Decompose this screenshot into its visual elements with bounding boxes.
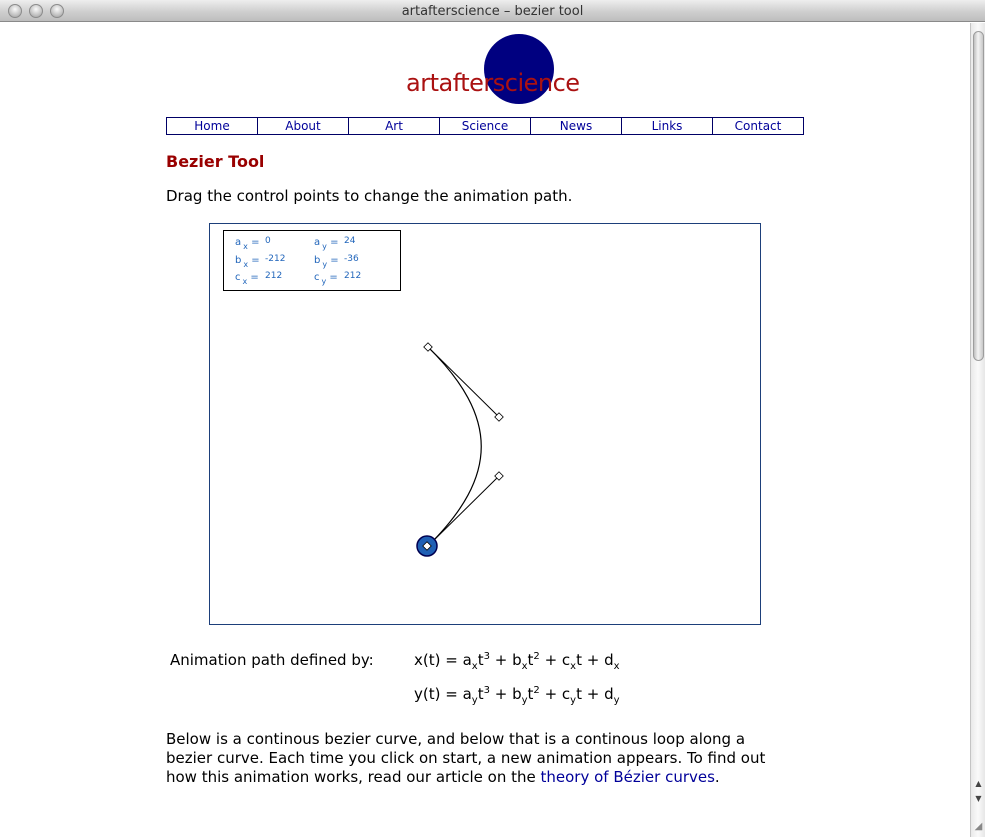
coef-cy-label: c $_y$ = — [314, 272, 338, 286]
nav-home[interactable]: Home — [167, 118, 258, 134]
scroll-up-arrow-icon[interactable]: ▲ — [975, 779, 982, 788]
nav-about[interactable]: About — [258, 118, 349, 134]
coef-bx-value: -212 — [265, 254, 286, 264]
coef-bx-label: b $_x$ = — [235, 255, 260, 269]
equation-x: $x(t) = a_xt^3 + b_xt^2 + c_xt + d_x$ — [414, 651, 620, 672]
main-nav — [166, 117, 804, 135]
bezier-stage[interactable] — [209, 223, 761, 625]
resize-grip-icon[interactable]: ◢ — [974, 821, 983, 832]
logo-text[interactable]: artafterscience — [406, 69, 580, 97]
theory-link[interactable]: theory of Bézier curves — [540, 768, 715, 786]
vertical-scrollbar[interactable] — [970, 23, 985, 837]
bezier-curve — [428, 347, 481, 546]
scroll-down-arrow-icon[interactable]: ▼ — [975, 794, 982, 803]
window-title: artafterscience – bezier tool — [401, 4, 584, 19]
coef-cx-value: 212 — [265, 271, 283, 281]
page-title: Bezier Tool — [166, 152, 265, 171]
scrollbar-thumb[interactable] — [973, 31, 984, 361]
description-paragraph: Below is a continous bezier curve, and below that is a continous loop along a bezier curve. Each time you click on start, a new animation appears. To find out how this animation works, read our article on the theory of Bézier curves. — [166, 730, 766, 786]
intro-text: Drag the control points to change the animation path. — [166, 187, 573, 205]
nav-contact[interactable]: Contact — [734, 119, 782, 133]
coef-by-value: -36 — [344, 254, 359, 264]
coef-cx-label: c $_x$ = — [235, 272, 259, 286]
window-titlebar — [0, 0, 985, 22]
bezier-canvas[interactable] — [210, 224, 760, 624]
coef-cy-value: 212 — [344, 271, 362, 281]
nav-links[interactable]: Links — [622, 118, 713, 134]
coef-by-label: b $_y$ = — [314, 255, 339, 269]
equation-y: $y(t) = a_yt^3 + b_yt^2 + c_yt + d_y$ — [414, 685, 620, 706]
page-content — [0, 23, 970, 837]
coef-ay-label: a $_y$ = — [314, 237, 339, 251]
equation-label: Animation path defined by: — [170, 651, 374, 669]
coef-ax-value: 0 — [265, 236, 271, 246]
nav-news[interactable]: News — [531, 118, 622, 134]
nav-art[interactable]: Art — [349, 118, 440, 134]
coef-ay-value: 24 — [344, 236, 356, 246]
coef-ax-label: a $_x$ = — [235, 237, 260, 251]
nav-science[interactable]: Science — [440, 118, 531, 134]
